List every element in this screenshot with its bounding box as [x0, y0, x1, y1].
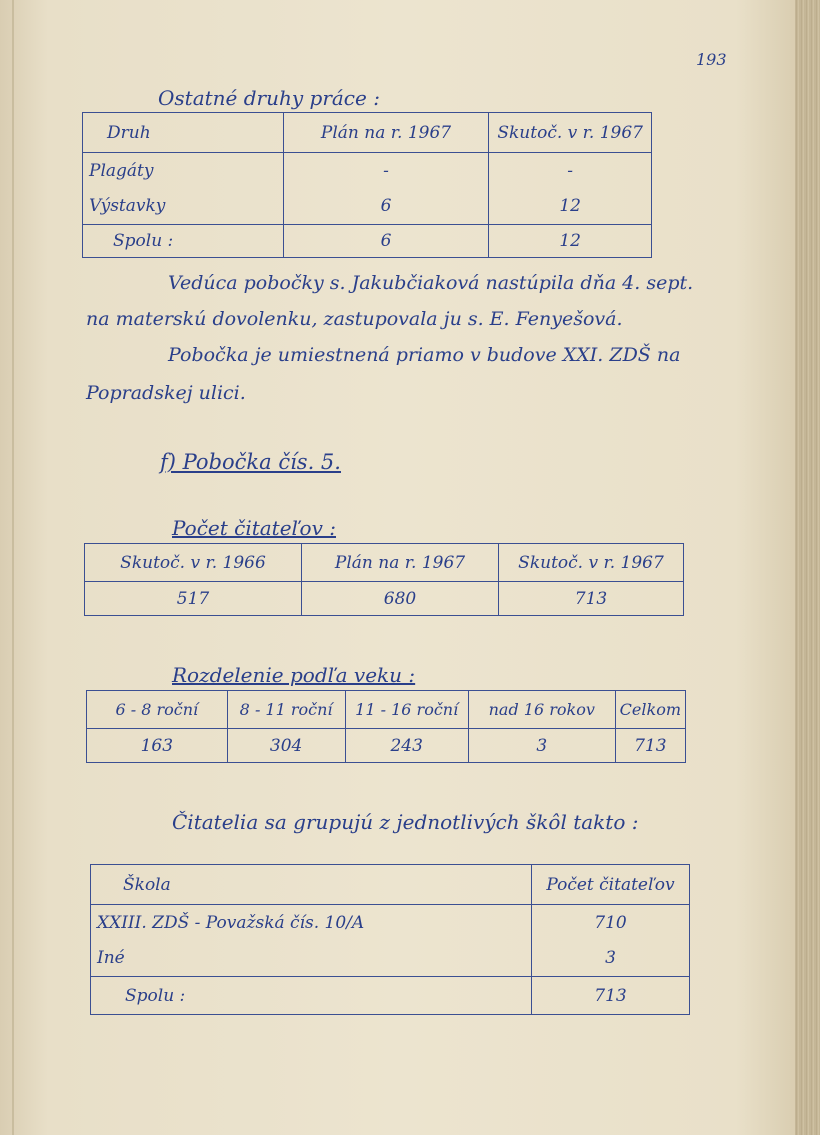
school-count: 3: [605, 948, 616, 969]
schools-header-school: Škola: [91, 865, 532, 905]
age-value: 304: [227, 729, 345, 763]
paragraph-line: na materskú dovolenku, zastupovala ju s. E. Fenyešová.: [86, 308, 623, 330]
age-header: 8 - 11 roční: [227, 691, 345, 729]
row-skut-vystavky: 12: [559, 196, 581, 217]
schools-total-count: 713: [532, 977, 690, 1015]
section-f-title: f) Pobočka čís. 5.: [160, 450, 341, 474]
age-value: 163: [87, 729, 228, 763]
row-plan-plagaty: -: [383, 160, 389, 181]
total-label: Spolu :: [83, 225, 284, 258]
readers-value: 680: [302, 582, 499, 616]
school-name: Iné: [97, 948, 125, 969]
age-header: 11 - 16 roční: [345, 691, 468, 729]
readers-value: 713: [499, 582, 684, 616]
readers-value: 517: [85, 582, 302, 616]
table-row: [91, 905, 690, 977]
paragraph-line: Vedúca pobočky s. Jakubčiaková nastúpila dňa 4. sept.: [168, 272, 694, 294]
age-title: Rozdelenie podľa veku :: [172, 663, 416, 687]
paragraph-line: Popradskej ulici.: [86, 382, 246, 404]
schools-total-label: Spolu :: [91, 977, 532, 1015]
school-name: XXIII. ZDŠ - Považská čís. 10/A: [97, 912, 365, 933]
header-plan: Plán na r. 1967: [283, 113, 489, 153]
readers-header: Plán na r. 1967: [302, 544, 499, 582]
schools-title: Čitatelia sa grupujú z jednotlivých škôl takto :: [172, 810, 639, 834]
school-count: 710: [594, 912, 627, 933]
readers-header: Skutoč. v r. 1966: [85, 544, 302, 582]
other-work-table: [82, 112, 652, 258]
table-total-row: [83, 225, 652, 258]
age-table: [86, 690, 686, 763]
readers-header: Skutoč. v r. 1967: [499, 544, 684, 582]
age-value: 3: [468, 729, 615, 763]
age-header: 6 - 8 roční: [87, 691, 228, 729]
header-druh: Druh: [83, 113, 284, 153]
age-header: Celkom: [615, 691, 685, 729]
table-row: [87, 729, 686, 763]
binding-shadow: [12, 0, 14, 1135]
row-druh-vystavky: Výstavky: [89, 196, 166, 217]
paragraph-line: Pobočka je umiestnená priamo v budove XXI. ZDŠ na: [168, 344, 681, 366]
table-row: [85, 582, 684, 616]
page-stack-edge: [795, 0, 820, 1135]
total-skut: 12: [489, 225, 652, 258]
row-skut-plagaty: -: [567, 160, 574, 181]
age-header: nad 16 rokov: [468, 691, 615, 729]
table-header-row: [83, 113, 652, 153]
total-plan: 6: [283, 225, 489, 258]
readers-table: [84, 543, 684, 616]
schools-header-count: Počet čitateľov: [532, 865, 690, 905]
readers-title: Počet čitateľov :: [172, 516, 336, 540]
table-total-row: [91, 977, 690, 1015]
other-work-title: Ostatné druhy práce :: [158, 86, 380, 110]
age-value: 713: [615, 729, 685, 763]
age-value: 243: [345, 729, 468, 763]
row-plan-vystavky: 6: [380, 196, 392, 217]
table-row: [83, 153, 652, 225]
row-druh-plagaty: Plagáty: [89, 160, 154, 181]
header-skut: Skutoč. v r. 1967: [489, 113, 652, 153]
schools-table: [90, 864, 690, 1015]
page-number: 193: [696, 50, 727, 69]
